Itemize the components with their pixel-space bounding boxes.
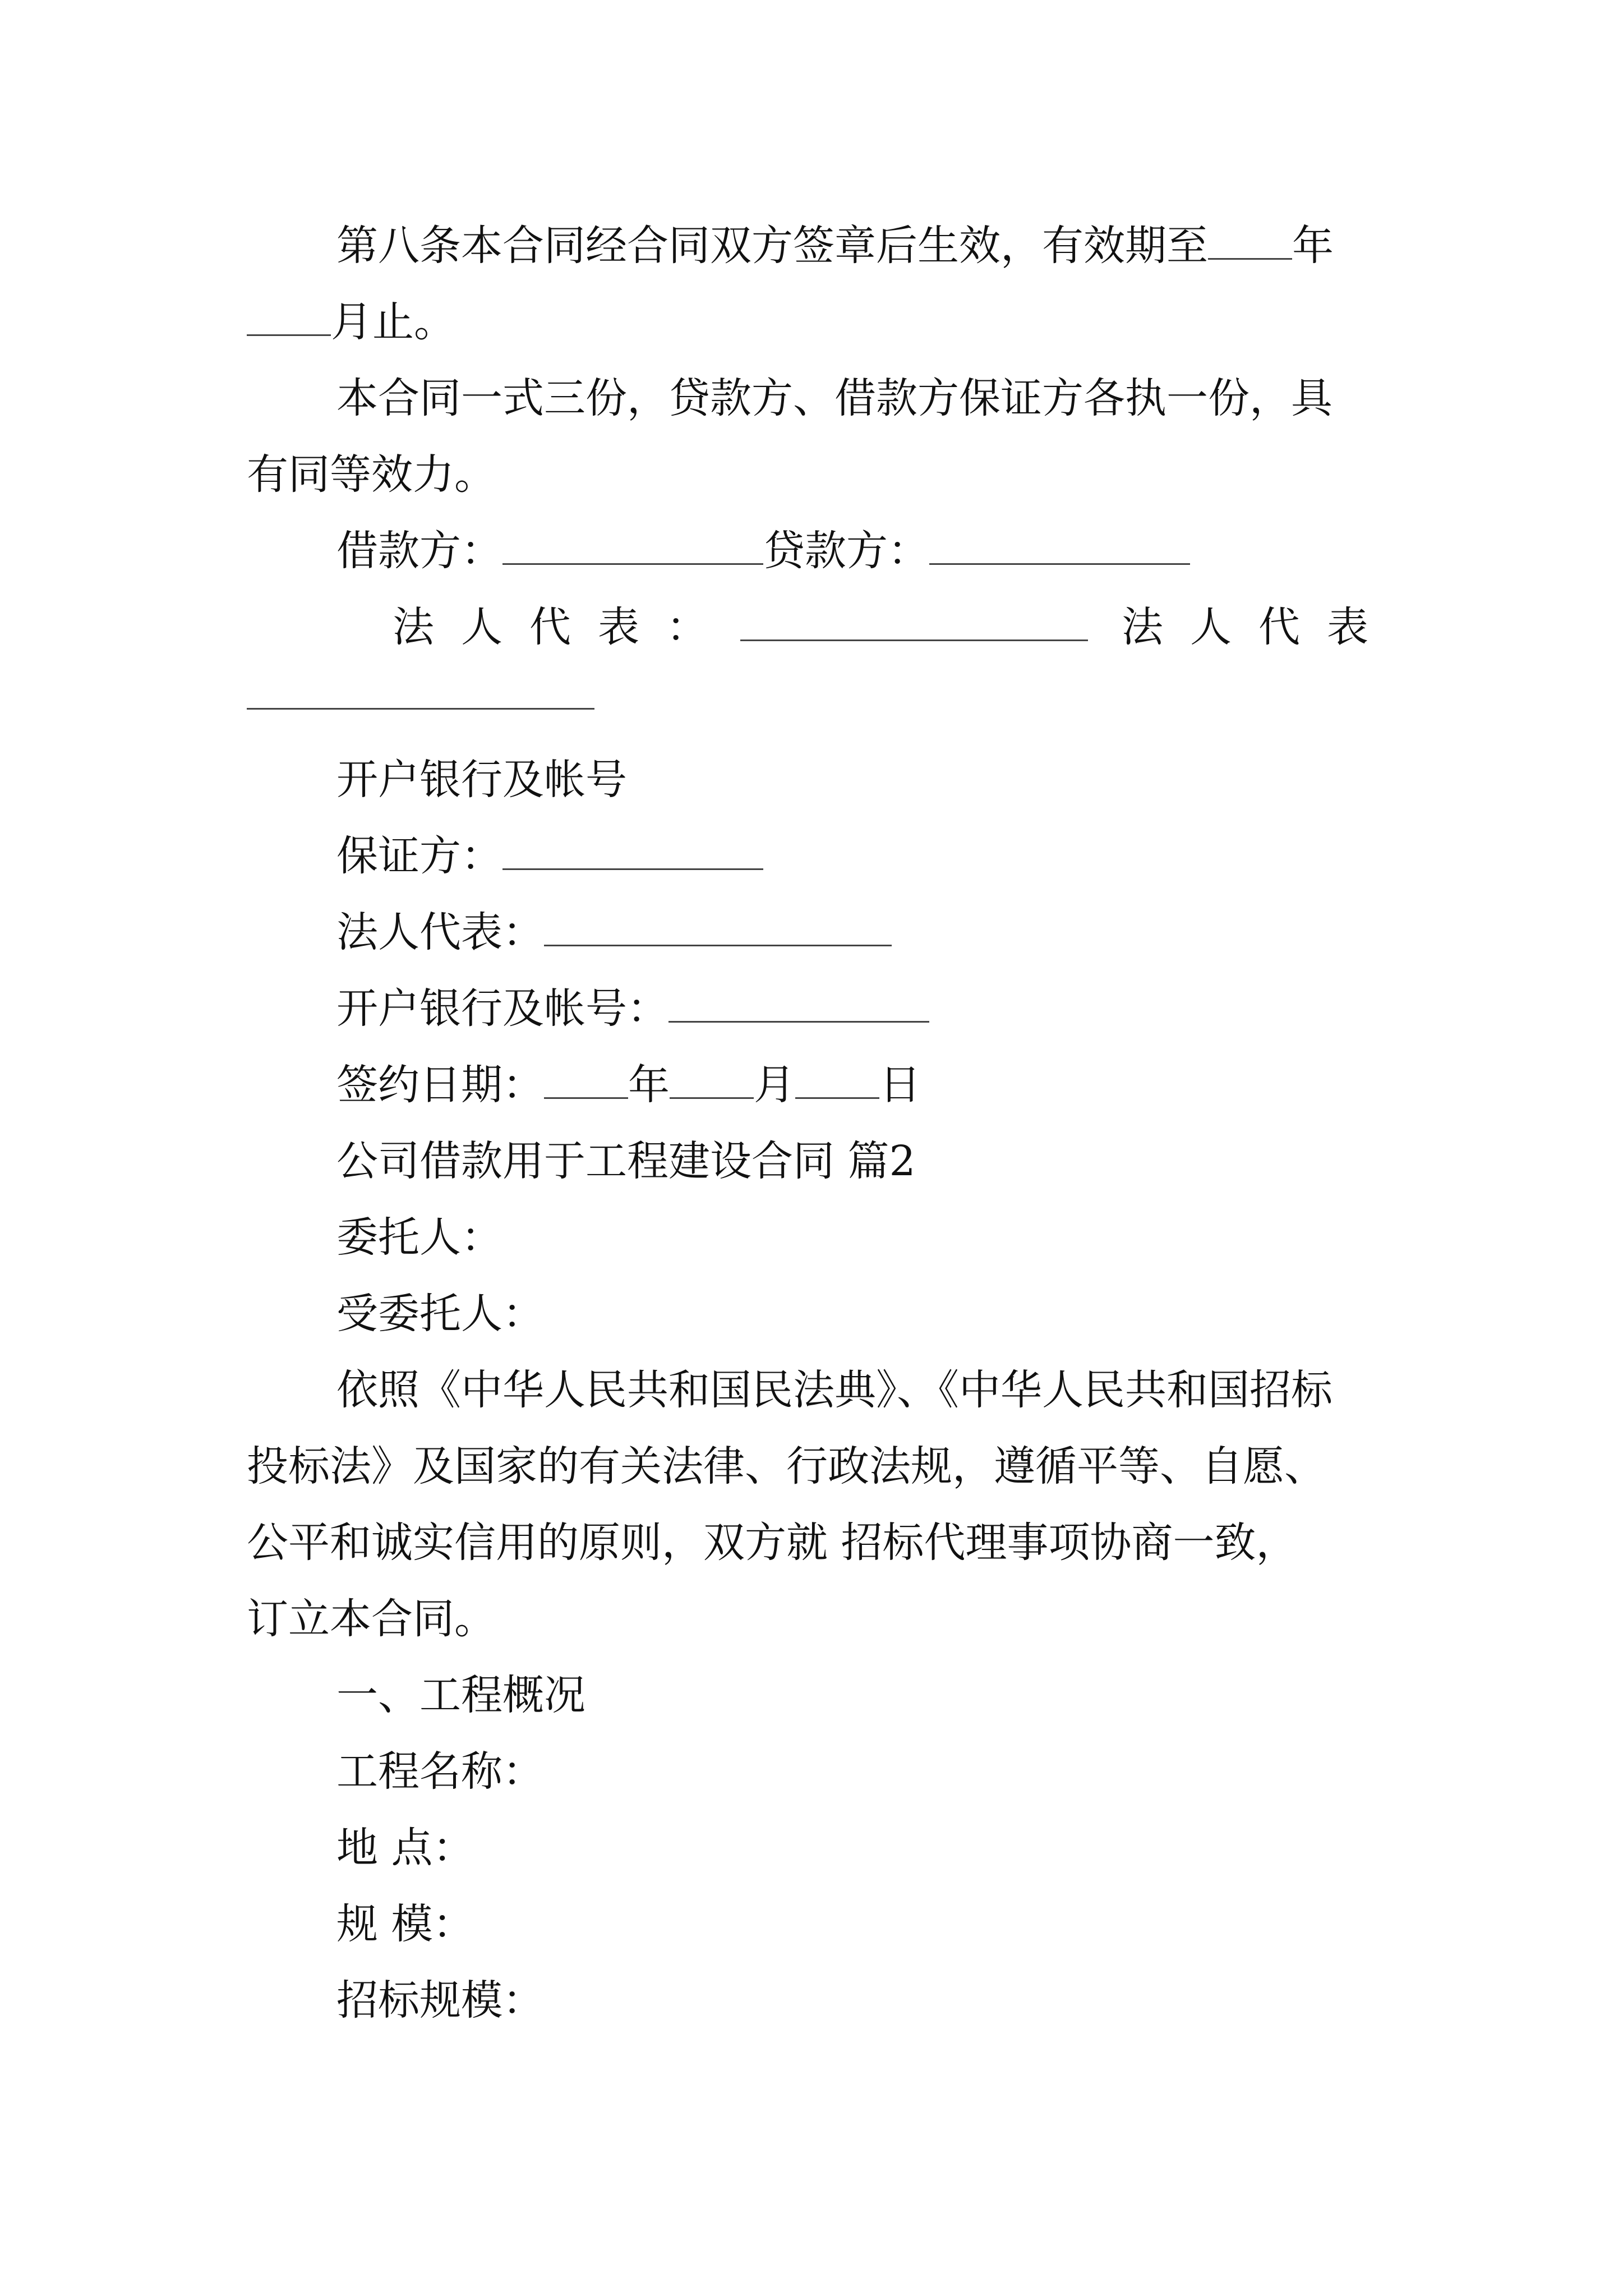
copies-line2 <box>247 447 496 503</box>
location-line <box>336 1820 474 1876</box>
bank-account-label-2: 开户银行及帐号： <box>336 984 668 1033</box>
scale-line <box>336 1896 474 1952</box>
basis-line4 <box>247 1591 496 1647</box>
legal-rep-spaced-line <box>393 599 1395 655</box>
sign-year-blank <box>544 1058 628 1099</box>
month-blank <box>247 295 331 336</box>
sign-year-unit: 年 <box>628 1061 670 1109</box>
legal-rep-blank <box>544 905 892 946</box>
sign-day-blank <box>795 1058 879 1099</box>
legal-rep-right-blank-line <box>247 668 594 724</box>
legal-rep-left-blank <box>740 600 1088 641</box>
agent-line <box>336 1286 544 1342</box>
agent-label: 受委托人： <box>336 1290 544 1338</box>
basis-text-3: 公平和诚实信用的原则，双方就 招标代理事项协商一致， <box>247 1519 1298 1567</box>
section2-title-text: 公司借款用于工程建设合同 篇2 <box>336 1137 916 1185</box>
copies-line1 <box>336 370 1332 426</box>
project-name-label: 工程名称： <box>336 1747 544 1796</box>
bank-account-line-2 <box>336 981 929 1037</box>
guarantor-blank <box>502 829 763 870</box>
principal-label: 委托人： <box>336 1213 502 1262</box>
article8-end: 月止。 <box>331 298 455 346</box>
project-overview-text: 一、工程概况 <box>336 1671 585 1719</box>
basis-text-2: 投标法》及国家的有关法律、行政法规，遵循平等、自愿、 <box>247 1442 1326 1490</box>
sign-day-unit: 日 <box>879 1061 921 1109</box>
guarantor-label: 保证方： <box>336 832 502 880</box>
legal-rep-right-label: 法人代表 <box>1122 603 1395 651</box>
borrower-label: 借款方： <box>336 527 502 575</box>
legal-rep-left-label: 法人代表： <box>393 603 735 651</box>
basis-line2 <box>247 1438 1326 1494</box>
sign-month-unit: 月 <box>754 1061 795 1109</box>
copies-text-2: 有同等效力。 <box>247 450 496 499</box>
guarantor-line <box>336 828 763 884</box>
article8-text: 第八条本合同经合同双方签章后生效，有效期至 <box>336 222 1208 270</box>
bank-account-label-1: 开户银行及帐号 <box>336 756 627 804</box>
year-blank <box>1208 219 1292 260</box>
copies-text-1: 本合同一式三份，贷款方、借款方保证方各执一份，具 <box>336 374 1332 422</box>
sign-date-label: 签约日期： <box>336 1061 544 1109</box>
tender-scale-line <box>336 1972 544 2028</box>
article8-line1 <box>336 218 1334 274</box>
basis-text-4: 订立本合同。 <box>247 1595 496 1643</box>
basis-line3 <box>247 1515 1298 1571</box>
scale-label: 规 模： <box>336 1900 474 1948</box>
basis-line1 <box>336 1362 1332 1418</box>
tender-scale-label: 招标规模： <box>336 1976 544 2024</box>
bank-account-blank <box>668 982 929 1023</box>
year-unit: 年 <box>1292 222 1334 270</box>
sign-date-line <box>336 1057 921 1113</box>
project-name-line <box>336 1743 544 1800</box>
borrower-lender-line <box>336 523 1190 579</box>
lender-label: 贷款方： <box>763 527 929 575</box>
legal-rep-line <box>336 904 892 960</box>
borrower-blank <box>502 524 763 565</box>
principal-line <box>336 1209 502 1266</box>
basis-text-1: 依照《中华人民共和国民法典》、《中华人民共和国招标 <box>336 1366 1332 1414</box>
legal-rep-right-blank <box>247 669 594 710</box>
lender-blank <box>929 524 1190 565</box>
article8-line2 <box>247 294 455 350</box>
section2-title <box>336 1133 916 1189</box>
legal-rep-label: 法人代表： <box>336 908 544 956</box>
project-overview-heading <box>336 1667 585 1723</box>
bank-account-line-1 <box>336 752 627 808</box>
location-label: 地 点： <box>336 1824 474 1872</box>
sign-month-blank <box>670 1058 754 1099</box>
